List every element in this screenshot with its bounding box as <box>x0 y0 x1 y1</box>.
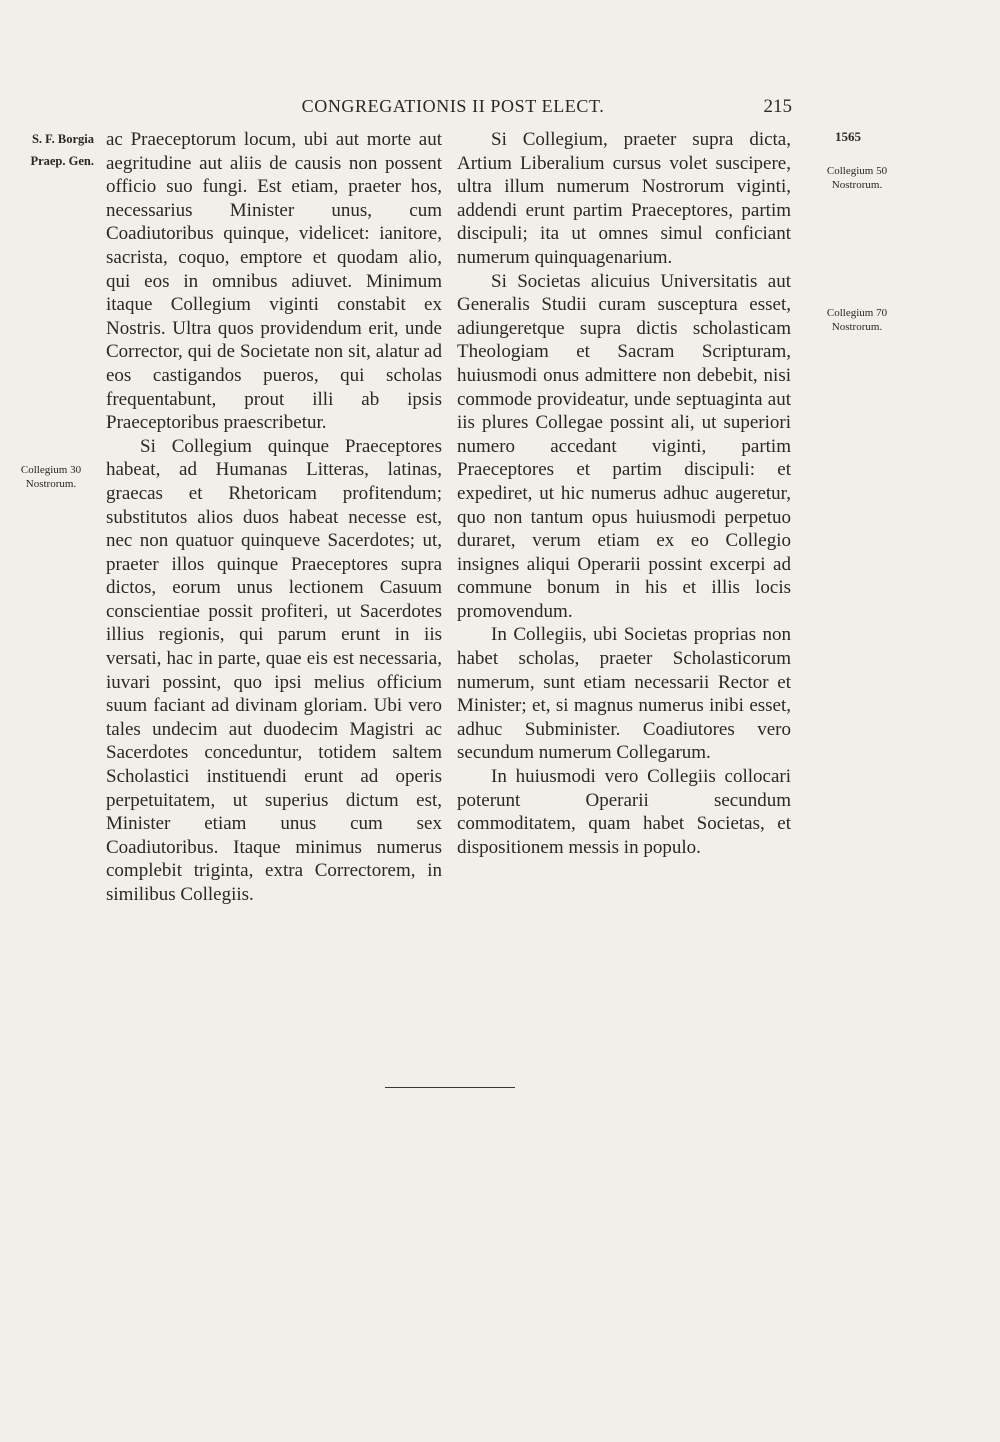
paragraph: Si Societas alicuius Universitatis aut Generalis Studii curam susceptura esset, adiungeretque supra dictis scholasticam Theologiam et Sacram Scripturam, huiusmodi onus admittere non debebit, nisi commode provideatur, unde septuaginta aut iis plures Collegae possint ali, ut superiori numero accedant viginti, partim Praeceptores et partim discipuli: et expediret, ut hic numerus adhuc augeretur, quo non tantum opus huiusmodi perpetuo duraret, verum etiam ex eo Collegio insignes aliqui Operarii possint excerpi ad commune bonum in his et illis locis promovendum. <box>457 270 791 622</box>
paragraph: Si Collegium quinque Praeceptores habeat, ad Humanas Litteras, latinas, graecas et Rhetoricam profitendum; substitutos alios duos habeat necesse est, nec non quatuor quinqueve Sacerdotes; ut, praeter illos quinque Praeceptores supra dictos, eorum unus lectionem Casuum conscientiae possit profiteri, ut Sacerdotes illius regionis, qui parum erunt in iis versati, hac in parte, quae eis est necessaria, iuvari possint, quo ipsi melius officium suum faciant ad divinam gloriam. Ubi vero tales undecim aut duodecim Magistri ac Sacerdotes conceduntur, totidem saltem Scholastici instituendi erunt ad operis perpetuitatem, ut superius dictum est, Minister etiam unus cum sex Coadiutoribus. Itaque minimus numerus complebit triginta, extra Correctorem, in similibus Collegiis. <box>106 435 442 905</box>
margin-note-line: Collegium 50 <box>826 165 888 177</box>
margin-note-line: Praep. Gen. <box>30 154 94 168</box>
paragraph: ac Praeceptorum locum, ubi aut morte aut aegritudine aut aliis de causis non possent officio suo fungi. Est etiam, praeter hos, necessarius Minister unus, cum Coadiutoribus quinque, videlicet: ianitore, sacrista, coquo, emptore et quodam alio, qui eos in omnibus adiuvet. Minimum itaque Collegium viginti constabit ex Nostris. Ultra quos providendum erit, unde Corrector, qui de Societate non sit, alatur ad eos castigandos pueros, qui scholas frequentabunt, prout illi ab ipsis Praeceptoribus praescribetur. <box>106 129 442 434</box>
margin-note-collegium-70 <box>812 306 902 334</box>
paragraph: In Collegiis, ubi Societas proprias non habet scholas, praeter Scholasticorum numerum, sunt etiam necessarii Rector et Minister; et, si magnus numerus inibi esset, adhuc Subminister. Coadiutores vero secundum numerum Collegarum. <box>457 624 791 764</box>
margin-note-author <box>8 128 94 172</box>
margin-note-line: Nostrorum. <box>831 179 883 191</box>
paragraph: In huiusmodi vero Collegiis collocari poterunt Operarii secundum commoditatem, quam habet Societas, et dispositionem messis in populo. <box>457 766 791 858</box>
margin-year: 1565 <box>835 129 861 144</box>
margin-note-line: Nostrorum. <box>831 321 883 333</box>
text-column-left <box>106 128 442 907</box>
running-title: CONGREGATIONIS II POST ELECT. <box>301 96 605 116</box>
margin-note-line: Collegium 30 <box>20 464 82 476</box>
text-column-right <box>457 128 791 859</box>
margin-note-line: Collegium 70 <box>826 307 888 319</box>
end-rule <box>385 1087 515 1088</box>
margin-note-collegium-50 <box>812 164 902 192</box>
margin-note-collegium-30 <box>8 463 94 491</box>
margin-note-line: Nostrorum. <box>25 478 77 490</box>
page-number: 215 <box>763 96 792 117</box>
margin-note-line: S. F. Borgia <box>31 132 94 146</box>
paragraph: Si Collegium, praeter supra dicta, Artium Liberalium cursus volet suscipere, ultra illum numerum Nostrorum viginti, addendi erunt partim Praeceptores, partim discipuli; ita ut omnes simul conficiant numerum quinquagenarium. <box>457 129 791 268</box>
